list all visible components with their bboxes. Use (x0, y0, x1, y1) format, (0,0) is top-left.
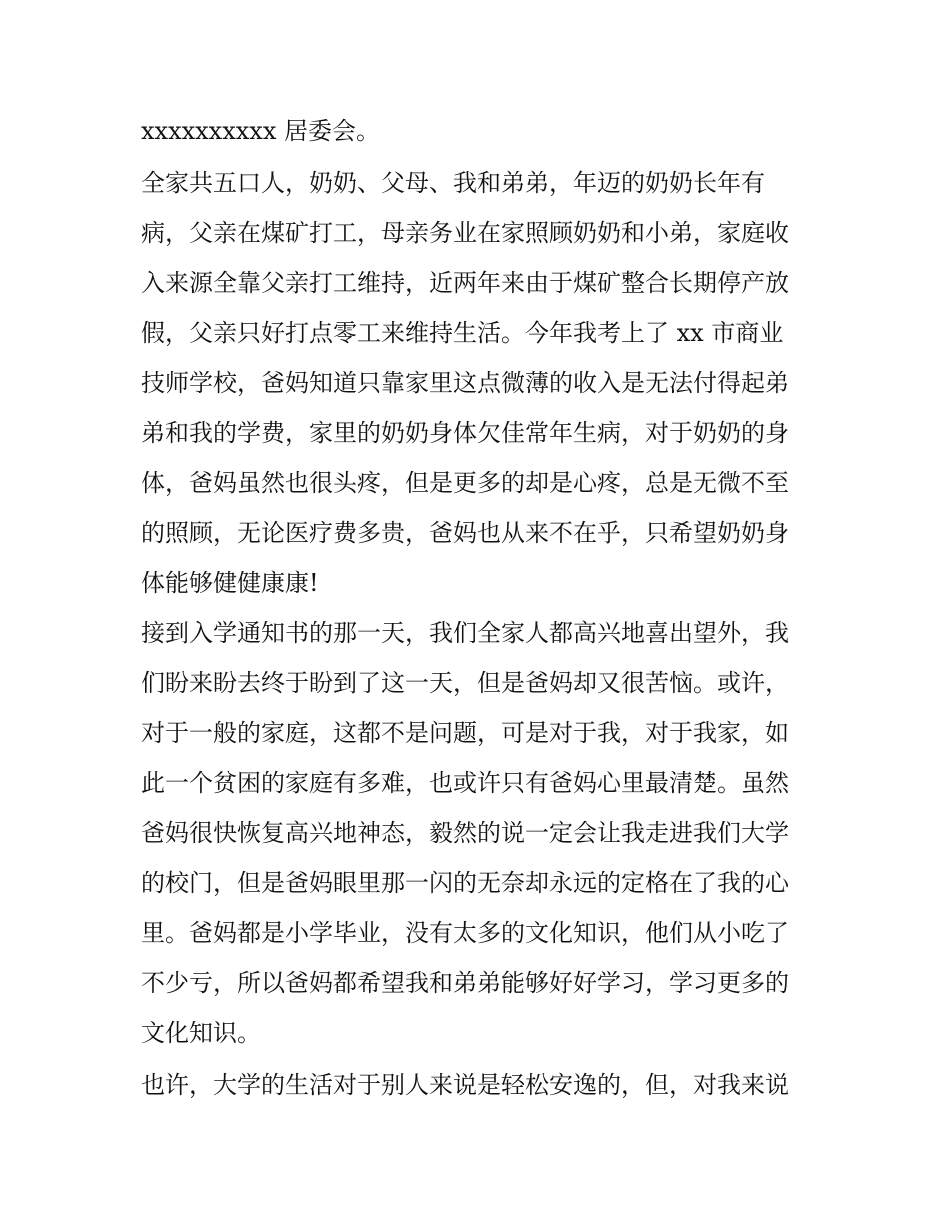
text-line: 里。爸妈都是小学毕业，没有太多的文化知识，他们从小吃了 (141, 919, 789, 947)
paragraph (141, 106, 813, 156)
text-line: 文化知识。 (141, 1019, 261, 1047)
text-line: 的照顾，无论医疗费多贵，爸妈也从来不在乎，只希望奶奶身 (141, 519, 789, 547)
text-line: 也许，大学的生活对于别人来说是轻松安逸的，但，对我来说 (141, 1071, 789, 1099)
paragraph (141, 608, 813, 1058)
paragraph (141, 1060, 813, 1110)
text-line: 接到入学通知书的那一天，我们全家人都高兴地喜出望外，我 (141, 619, 789, 647)
text-line: 不少亏，所以爸妈都希望我和弟弟能够好好学习，学习更多的 (141, 969, 789, 997)
text-line: 入来源全靠父亲打工维持，近两年来由于煤矿整合长期停产放 (141, 269, 789, 297)
document-body (141, 106, 813, 1110)
text-line: 全家共五口人，奶奶、父母、我和弟弟，年迈的奶奶长年有 (141, 169, 765, 197)
text-line: 假，父亲只好打点零工来维持生活。今年我考上了 xx 市商业 (141, 319, 784, 347)
text-line: 体能够健健康康! (141, 569, 319, 597)
text-line: xxxxxxxxxx 居委会。 (141, 117, 380, 145)
text-line: 的校门，但是爸妈眼里那一闪的无奈却永远的定格在了我的心 (141, 869, 789, 897)
text-line: 体，爸妈虽然也很头疼，但是更多的却是心疼，总是无微不至 (141, 469, 789, 497)
text-line: 们盼来盼去终于盼到了这一天，但是爸妈却又很苦恼。或许， (141, 669, 789, 697)
text-line: 技师学校，爸妈知道只靠家里这点微薄的收入是无法付得起弟 (141, 369, 789, 397)
text-line: 弟和我的学费，家里的奶奶身体欠佳常年生病，对于奶奶的身 (141, 419, 789, 447)
text-line: 病，父亲在煤矿打工，母亲务业在家照顾奶奶和小弟，家庭收 (141, 219, 789, 247)
text-line: 此一个贫困的家庭有多难，也或许只有爸妈心里最清楚。虽然 (141, 769, 789, 797)
text-line: 爸妈很快恢复高兴地神态，毅然的说一定会让我走进我们大学 (141, 819, 789, 847)
paragraph (141, 158, 813, 608)
text-line: 对于一般的家庭，这都不是问题，可是对于我，对于我家，如 (141, 719, 789, 747)
